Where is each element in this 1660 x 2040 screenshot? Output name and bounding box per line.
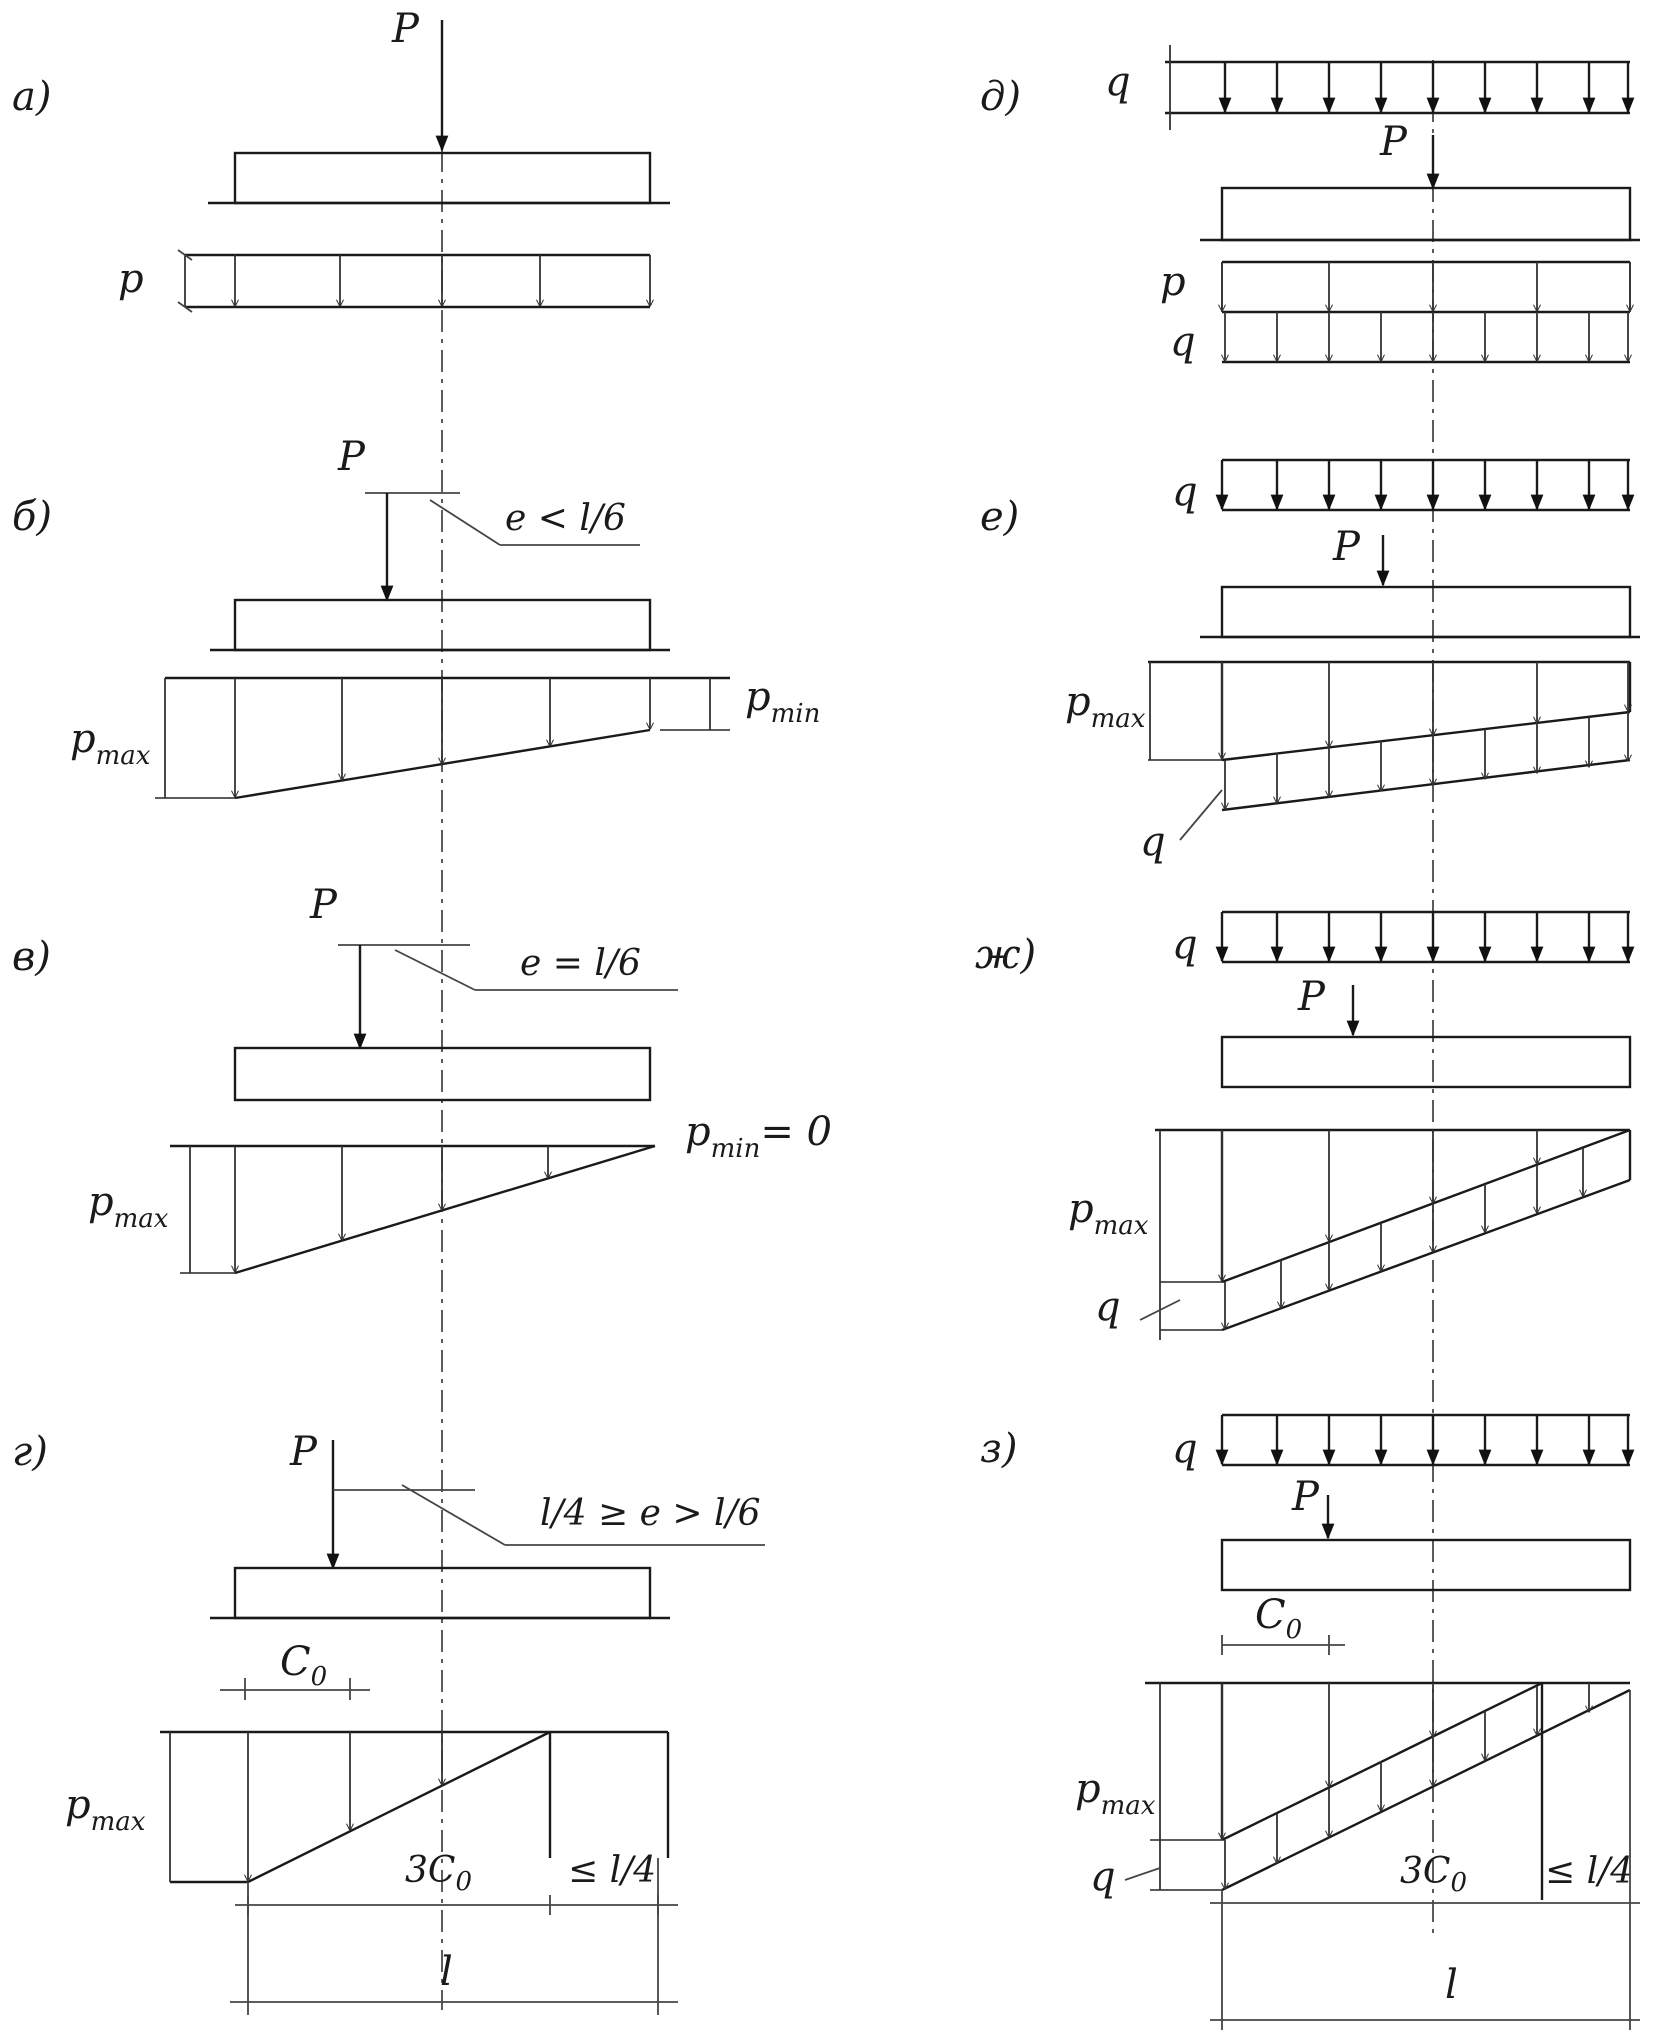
diagram-zh: [975, 912, 1630, 1340]
C0-label: $C_0$: [280, 1639, 328, 1692]
trapezoid-pressure-arrows: [1222, 662, 1628, 759]
label-g: г): [12, 1429, 48, 1475]
label-b: б): [12, 494, 53, 540]
q-label: q: [1140, 819, 1166, 865]
load-P-label: P: [1298, 974, 1325, 1020]
q-label: q: [1172, 469, 1198, 515]
p-max-label: $p_{max}$: [1075, 1766, 1156, 1821]
label-e: е): [980, 494, 1020, 540]
load-P-label: P: [290, 1429, 317, 1475]
pressure-p-arrows: [1222, 262, 1630, 311]
surcharge-q-arrows: [1222, 460, 1628, 509]
length-l-label: l: [1445, 1962, 1458, 2008]
diagram-e: [980, 460, 1640, 865]
q-label: q: [1172, 1426, 1198, 1472]
pressure-q-arrows: [1225, 1148, 1583, 1329]
uniform-pressure-arrows: [235, 255, 650, 306]
label-z: з): [980, 1426, 1018, 1472]
p-max-label: $p_{max}$: [65, 1782, 146, 1837]
p-min-label: $p_{min}$: [745, 674, 821, 729]
surcharge-q-arrows: [1222, 1415, 1628, 1464]
q-label: q: [1170, 319, 1196, 365]
label-zh: ж): [975, 932, 1037, 978]
load-P-label: P: [310, 882, 337, 928]
label-d: д): [980, 74, 1021, 120]
eccentricity-condition: e = l/6: [520, 943, 641, 984]
le-l4-label: ≤ l/4: [1545, 1851, 1634, 1892]
pressure-p-label: p: [1160, 259, 1186, 305]
foundation-slab: [1222, 1540, 1630, 1590]
diagram-a: [12, 6, 670, 312]
three-C0-label: $3C_0$: [1400, 1851, 1467, 1898]
diagram-v: [12, 882, 832, 1273]
pressure-q-arrows: [1225, 312, 1628, 361]
diagram-d: [980, 45, 1640, 365]
surcharge-q-arrows: [1222, 912, 1628, 961]
eccentricity-condition: l/4 ≥ e > l/6: [540, 1493, 761, 1534]
load-P-label: P: [392, 6, 419, 52]
p-max-label: $p_{max}$: [70, 716, 151, 771]
diagram-g: [12, 1429, 765, 2015]
label-v: в): [12, 934, 51, 980]
reduced-triangle-pressure-arrows: [1222, 1683, 1433, 1839]
foundation-slab: [1222, 188, 1630, 240]
triangle-pressure-arrows: [235, 1146, 548, 1272]
load-P-label: P: [1333, 524, 1360, 570]
q-label: q: [1090, 1854, 1116, 1900]
surcharge-q-arrows: [1225, 62, 1628, 112]
q-label: q: [1095, 1284, 1121, 1330]
diagram-b: [12, 434, 820, 798]
p-max-label: $p_{max}$: [88, 1179, 169, 1234]
load-P-label: P: [1380, 119, 1407, 165]
C0-label: $C_0$: [1255, 1592, 1303, 1645]
foundation-slab: [1222, 587, 1630, 637]
diagram-z: [980, 1415, 1640, 2030]
q-label: q: [1105, 59, 1131, 105]
pressure-p-label: p: [118, 256, 144, 302]
le-l4-label: ≤ l/4: [568, 1850, 657, 1891]
p-max-label: $p_{max}$: [1068, 1186, 1149, 1241]
label-a: а): [12, 74, 52, 120]
three-C0-label: $3C_0$: [405, 1850, 472, 1897]
load-P-label: P: [338, 434, 365, 480]
q-label: q: [1172, 922, 1198, 968]
load-P-label: P: [1292, 1474, 1319, 1520]
length-l-label: l: [440, 1949, 453, 1995]
pressure-q-arrows: [1225, 712, 1628, 809]
p-min-label: $p_{min}= 0$: [685, 1109, 833, 1164]
p-max-label: $p_{max}$: [1065, 679, 1146, 734]
foundation-slab: [1222, 1037, 1630, 1087]
eccentricity-condition: e < l/6: [505, 498, 626, 539]
triangle-pressure-arrows: [1222, 1130, 1537, 1281]
